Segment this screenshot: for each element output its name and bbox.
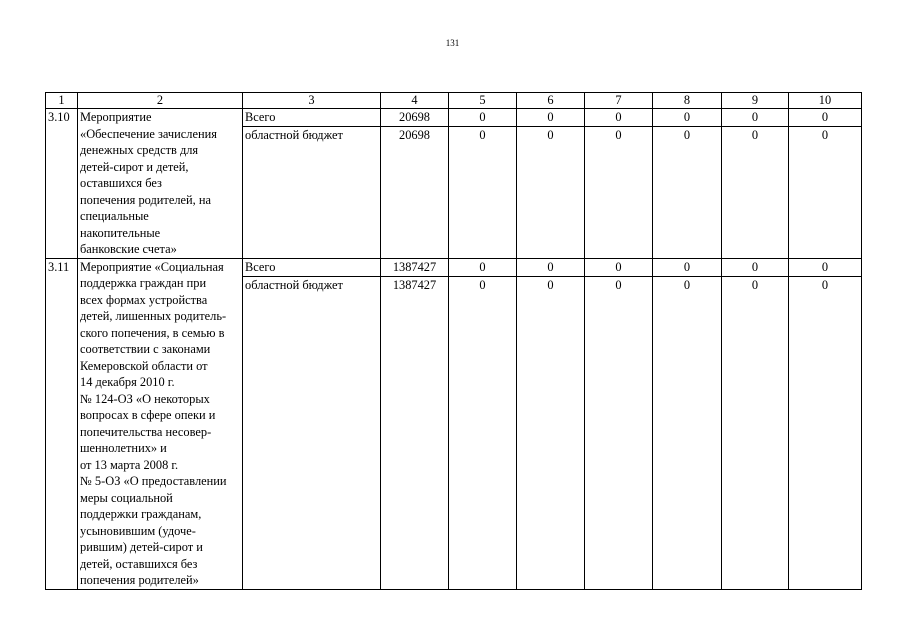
row-description <box>78 258 243 589</box>
description-line: вопросах в сфере опеки и <box>80 408 216 422</box>
col-header-7: 7 <box>585 93 653 109</box>
col-header-10: 10 <box>789 93 862 109</box>
value-col-4: 1387427 <box>381 276 449 589</box>
value-col-7: 0 <box>585 276 653 589</box>
value-col-7: 0 <box>585 258 653 276</box>
description-line: банковские счета» <box>80 242 177 256</box>
value-col-7: 0 <box>585 126 653 258</box>
value-col-10: 0 <box>789 109 862 127</box>
row-number: 3.11 <box>46 258 78 589</box>
description-line: № 124-ОЗ «О некоторых <box>80 391 210 406</box>
value-col-9: 0 <box>722 276 789 589</box>
col-header-9: 9 <box>722 93 789 109</box>
description-line: № 5-ОЗ «О предоставлении <box>80 474 227 488</box>
description-line: Мероприятие «Социальная <box>80 259 224 274</box>
value-col-10: 0 <box>789 258 862 276</box>
col-header-1: 1 <box>46 93 78 109</box>
value-col-5: 0 <box>449 276 517 589</box>
value-col-5: 0 <box>449 109 517 127</box>
header-row <box>46 93 862 109</box>
funding-source: Всего <box>243 258 381 276</box>
description-line: поддержки гражданам, <box>80 507 202 521</box>
description-line: специальные <box>80 209 149 223</box>
value-col-6: 0 <box>517 258 585 276</box>
value-col-4: 1387427 <box>381 258 449 276</box>
budget-table <box>45 92 862 590</box>
funding-source: областной бюджет <box>243 276 381 589</box>
page-number: 131 <box>445 38 460 48</box>
description-line: «Обеспечение зачисления <box>80 126 217 141</box>
col-header-6: 6 <box>517 93 585 109</box>
value-col-5: 0 <box>449 126 517 258</box>
description-line: детей, оставшихся без <box>80 556 198 571</box>
description-line: детей-сирот и детей, <box>80 159 189 174</box>
value-col-4: 20698 <box>381 109 449 127</box>
description-line: накопительные <box>80 225 161 240</box>
value-col-8: 0 <box>653 109 722 127</box>
value-col-10: 0 <box>789 276 862 589</box>
value-col-7: 0 <box>585 109 653 127</box>
col-header-8: 8 <box>653 93 722 109</box>
description-line: детей, лишенных родитель- <box>80 309 227 323</box>
description-line: попечительства несовер- <box>80 424 212 439</box>
col-header-2: 2 <box>78 93 243 109</box>
description-line: соответствии с законами <box>80 342 211 356</box>
description-line: попечения родителей, на <box>80 192 211 207</box>
table-row <box>46 258 862 276</box>
funding-source: Всего <box>243 109 381 127</box>
value-col-9: 0 <box>722 258 789 276</box>
col-header-4: 4 <box>381 93 449 109</box>
value-col-6: 0 <box>517 109 585 127</box>
value-col-5: 0 <box>449 258 517 276</box>
description-line: всех формах устройства <box>80 292 208 307</box>
value-col-6: 0 <box>517 276 585 589</box>
description-line: попечения родителей» <box>80 573 199 587</box>
row-description <box>78 109 243 259</box>
description-line: Кемеровской области от <box>80 358 208 373</box>
description-line: денежных средств для <box>80 143 199 157</box>
description-line: меры социальной <box>80 490 173 505</box>
value-col-10: 0 <box>789 126 862 258</box>
description-line: оставшихся без <box>80 176 162 190</box>
description-line: Мероприятие <box>80 110 152 124</box>
col-header-3: 3 <box>243 93 381 109</box>
col-header-5: 5 <box>449 93 517 109</box>
description-line: ского попечения, в семью в <box>80 325 225 340</box>
row-number: 3.10 <box>46 109 78 259</box>
value-col-9: 0 <box>722 109 789 127</box>
description-line: поддержка граждан при <box>80 276 207 290</box>
value-col-6: 0 <box>517 126 585 258</box>
value-col-8: 0 <box>653 276 722 589</box>
value-col-8: 0 <box>653 258 722 276</box>
table-row <box>46 109 862 127</box>
value-col-8: 0 <box>653 126 722 258</box>
value-col-4: 20698 <box>381 126 449 258</box>
description-line: усыновившим (удоче- <box>80 523 196 538</box>
description-line: от 13 марта 2008 г. <box>80 457 179 472</box>
description-line: рившим) детей-сирот и <box>80 540 203 554</box>
description-line: шеннолетних» и <box>80 441 167 455</box>
funding-source: областной бюджет <box>243 126 381 258</box>
description-line: 14 декабря 2010 г. <box>80 375 175 389</box>
value-col-9: 0 <box>722 126 789 258</box>
